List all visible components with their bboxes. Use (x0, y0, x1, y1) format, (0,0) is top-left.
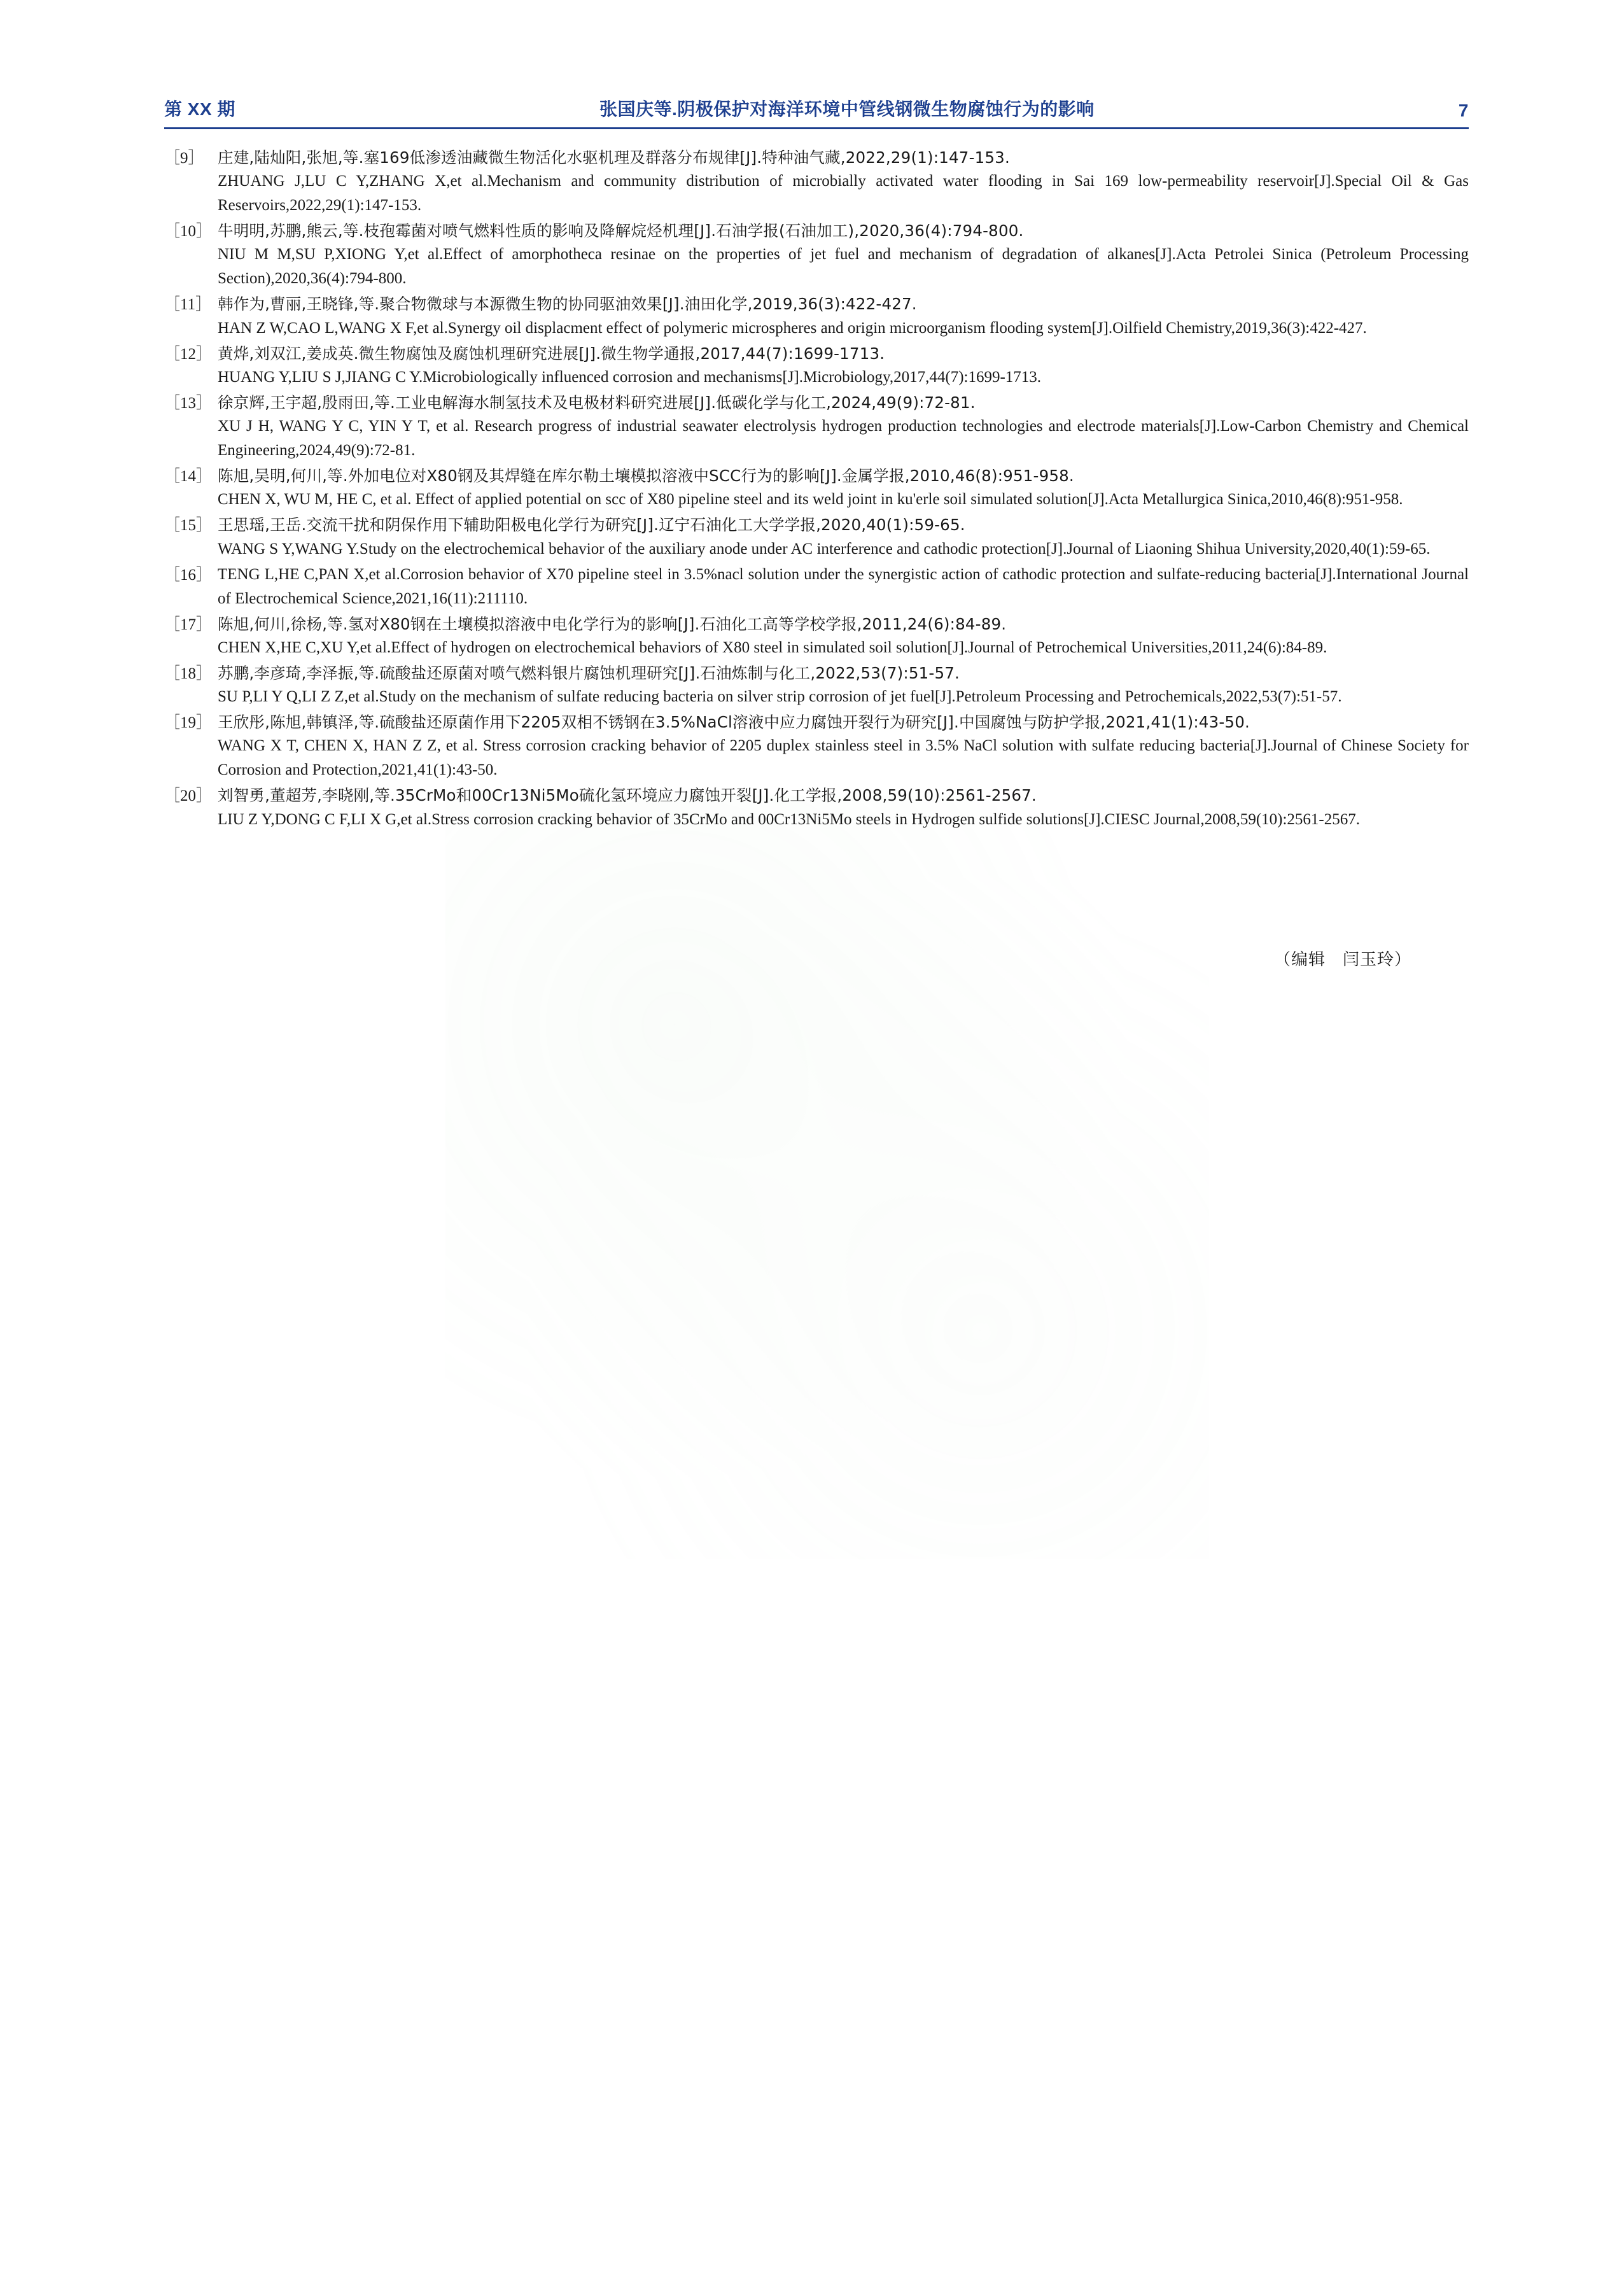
reference-text-chinese: 黄烨,刘双江,姜成英.微生物腐蚀及腐蚀机理研究进展[J].微生物学通报,2017,44(7):1699-1713. (218, 344, 885, 363)
reference-number: ［15］ (164, 517, 213, 535)
reference-number: ［16］ (164, 566, 213, 584)
reference-entry (164, 710, 1469, 782)
reference-entry (164, 391, 1469, 463)
reference-text-english: XU J H, WANG Y C, YIN Y T, et al. Research progress of industrial seawater electrolysis hydrogen production technologies and electrode materials[J].Low-Carbon Chemistry and Chemical Engineering,2024,49(9):72-81. (218, 418, 1469, 460)
reference-number: ［18］ (164, 664, 213, 682)
reference-text-english: CHEN X, WU M, HE C, et al. Effect of applied potential on scc of X80 pipeline steel and its weld joint in ku'erle soil simulated solution[J].Acta Metallurgica Sinica,2010,46(8):951-958. (218, 491, 1403, 509)
reference-entry (164, 784, 1469, 831)
reference-text-chinese: 韩作为,曹丽,王晓锋,等.聚合物微球与本源微生物的协同驱油效果[J].油田化学,2019,36(3):422-427. (218, 295, 917, 314)
page-number: 7 (1458, 101, 1469, 120)
reference-text-english: HAN Z W,CAO L,WANG X F,et al.Synergy oil displacment effect of polymeric microspheres and origin microorganism flooding system[J].Oilfield Chemistry,2019,36(3):422-427. (218, 319, 1367, 337)
reference-number: ［13］ (164, 394, 213, 412)
running-header (164, 95, 1469, 127)
reference-body (218, 612, 1469, 660)
reference-text-english: WANG S Y,WANG Y.Study on the electrochemical behavior of the auxiliary anode under AC interference and cathodic protection[J].Journal of Liaoning Shihua University,2020,40(1):59-65. (218, 540, 1431, 558)
reference-text-english: NIU M M,SU P,XIONG Y,et al.Effect of amorphotheca resinae on the properties of jet fuel and mechanism of degradation of alkanes[J].Acta Petrolei Sinica (Petroleum Processing Section),2020,36(4):794-800. (218, 246, 1469, 288)
reference-text-english: ZHUANG J,LU C Y,ZHANG X,et al.Mechanism and community distribution of microbially activated water flooding in Sai 169 low-permeability reservoir[J].Special Oil & Gas Reservoirs,2022,29(1):147-153. (218, 172, 1469, 214)
reference-text-english: SU P,LI Y Q,LI Z Z,et al.Study on the mechanism of sulfate reducing bacteria on silver strip corrosion of jet fuel[J].Petroleum Processing and Petrochemicals,2022,53(7):51-57. (218, 688, 1342, 706)
reference-body (218, 292, 1469, 340)
reference-body (218, 342, 1469, 390)
reference-body (218, 146, 1469, 218)
reference-entry (164, 513, 1469, 561)
reference-number: ［14］ (164, 468, 213, 486)
reference-text-chinese: 庄建,陆灿阳,张旭,等.塞169低渗透油藏微生物活化水驱机理及群落分布规律[J].特种油气藏,2022,29(1):147-153. (218, 148, 1010, 167)
reference-text-chinese: 苏鹏,李彦琦,李泽振,等.硫酸盐还原菌对喷气燃料银片腐蚀机理研究[J].石油炼制与化工,2022,53(7):51-57. (218, 663, 960, 682)
reference-text-english: LIU Z Y,DONG C F,LI X G,et al.Stress corrosion cracking behavior of 35CrMo and 00Cr13Ni5Mo steels in Hydrogen sulfide solutions[J].CIESC Journal,2008,59(10):2561-2567. (218, 810, 1361, 828)
reference-body (218, 464, 1469, 512)
header-article-title: 张国庆等.阴极保护对海洋环境中管线钢微生物腐蚀行为的影响 (599, 99, 1095, 119)
reference-body (218, 219, 1469, 291)
reference-entry (164, 464, 1469, 512)
reference-number: ［11］ (164, 296, 212, 314)
reference-entry (164, 292, 1469, 340)
reference-entry (164, 146, 1469, 218)
reference-number: ［9］ (164, 150, 204, 167)
reference-text-english: WANG X T, CHEN X, HAN Z Z, et al. Stress corrosion cracking behavior of 2205 duplex stainless steel in 3.5% NaCl solution with sulfate reducing bacteria[J].Journal of Chinese Society for Corrosion and Protection,2021,41(1):43-50. (218, 737, 1469, 779)
header-rule (164, 127, 1469, 129)
reference-text-english: TENG L,HE C,PAN X,et al.Corrosion behavior of X70 pipeline steel in 3.5%nacl solution under the synergistic action of cathodic protection and sulfate-reducing bacteria[J].International Journal of Electrochemical Science,2021,16(11):211110. (218, 565, 1469, 607)
reference-text-chinese: 陈旭,吴明,何川,等.外加电位对X80钢及其焊缝在库尔勒土壤模拟溶液中SCC行为的影响[J].金属学报,2010,46(8):951-958. (218, 467, 1074, 486)
reference-entry (164, 219, 1469, 291)
reference-list (164, 146, 1469, 832)
reference-text-chinese: 徐京辉,王宇超,殷雨田,等.工业电解海水制氢技术及电极材料研究进展[J].低碳化学与化工,2024,49(9):72-81. (218, 393, 976, 412)
reference-number: ［12］ (164, 345, 213, 363)
reference-body (218, 661, 1469, 709)
reference-number: ［20］ (164, 787, 213, 805)
reference-number: ［17］ (164, 615, 213, 633)
reference-text-chinese: 牛明明,苏鹏,熊云,等.枝孢霉菌对喷气燃料性质的影响及降解烷烃机理[J].石油学报(石油加工),2020,36(4):794-800. (218, 221, 1024, 241)
reference-number: ［10］ (164, 223, 213, 241)
reference-entry (164, 563, 1469, 611)
page-content (164, 95, 1469, 970)
reference-entry (164, 342, 1469, 390)
issue-label: 第 XX 期 (164, 99, 235, 119)
reference-body (218, 391, 1469, 463)
reference-text-chinese: 刘智勇,董超芳,李晓刚,等.35CrMo和00Cr13Ni5Mo硫化氢环境应力腐蚀开裂[J].化工学报,2008,59(10):2561-2567. (218, 786, 1037, 805)
reference-entry (164, 661, 1469, 709)
reference-text-chinese: 王欣彤,陈旭,韩镇泽,等.硫酸盐还原菌作用下2205双相不锈钢在3.5%NaCl溶液中应力腐蚀开裂行为研究[J].中国腐蚀与防护学报,2021,41(1):43-50. (218, 713, 1250, 732)
reference-number: ［19］ (164, 714, 213, 732)
reference-body (218, 784, 1469, 831)
reference-body (218, 563, 1469, 611)
reference-text-english: CHEN X,HE C,XU Y,et al.Effect of hydrogen on electrochemical behaviors of X80 steel in simulated soil solution[J].Journal of Petrochemical Universities,2011,24(6):84-89. (218, 638, 1327, 656)
reference-body (218, 513, 1469, 561)
reference-body (218, 710, 1469, 782)
editor-credit: （编辑 闫玉玲） (1273, 950, 1411, 969)
reference-entry (164, 612, 1469, 660)
reference-text-english: HUANG Y,LIU S J,JIANG C Y.Microbiologically influenced corrosion and mechanisms[J].Microbiology,2017,44(7):1699-1713. (218, 368, 1042, 386)
reference-text-chinese: 王思瑶,王岳.交流干扰和阴保作用下辅助阳极电化学行为研究[J].辽宁石油化工大学学报,2020,40(1):59-65. (218, 516, 965, 535)
reference-text-chinese: 陈旭,何川,徐杨,等.氢对X80钢在土壤模拟溶液中电化学行为的影响[J].石油化工高等学校学报,2011,24(6):84-89. (218, 614, 1007, 633)
